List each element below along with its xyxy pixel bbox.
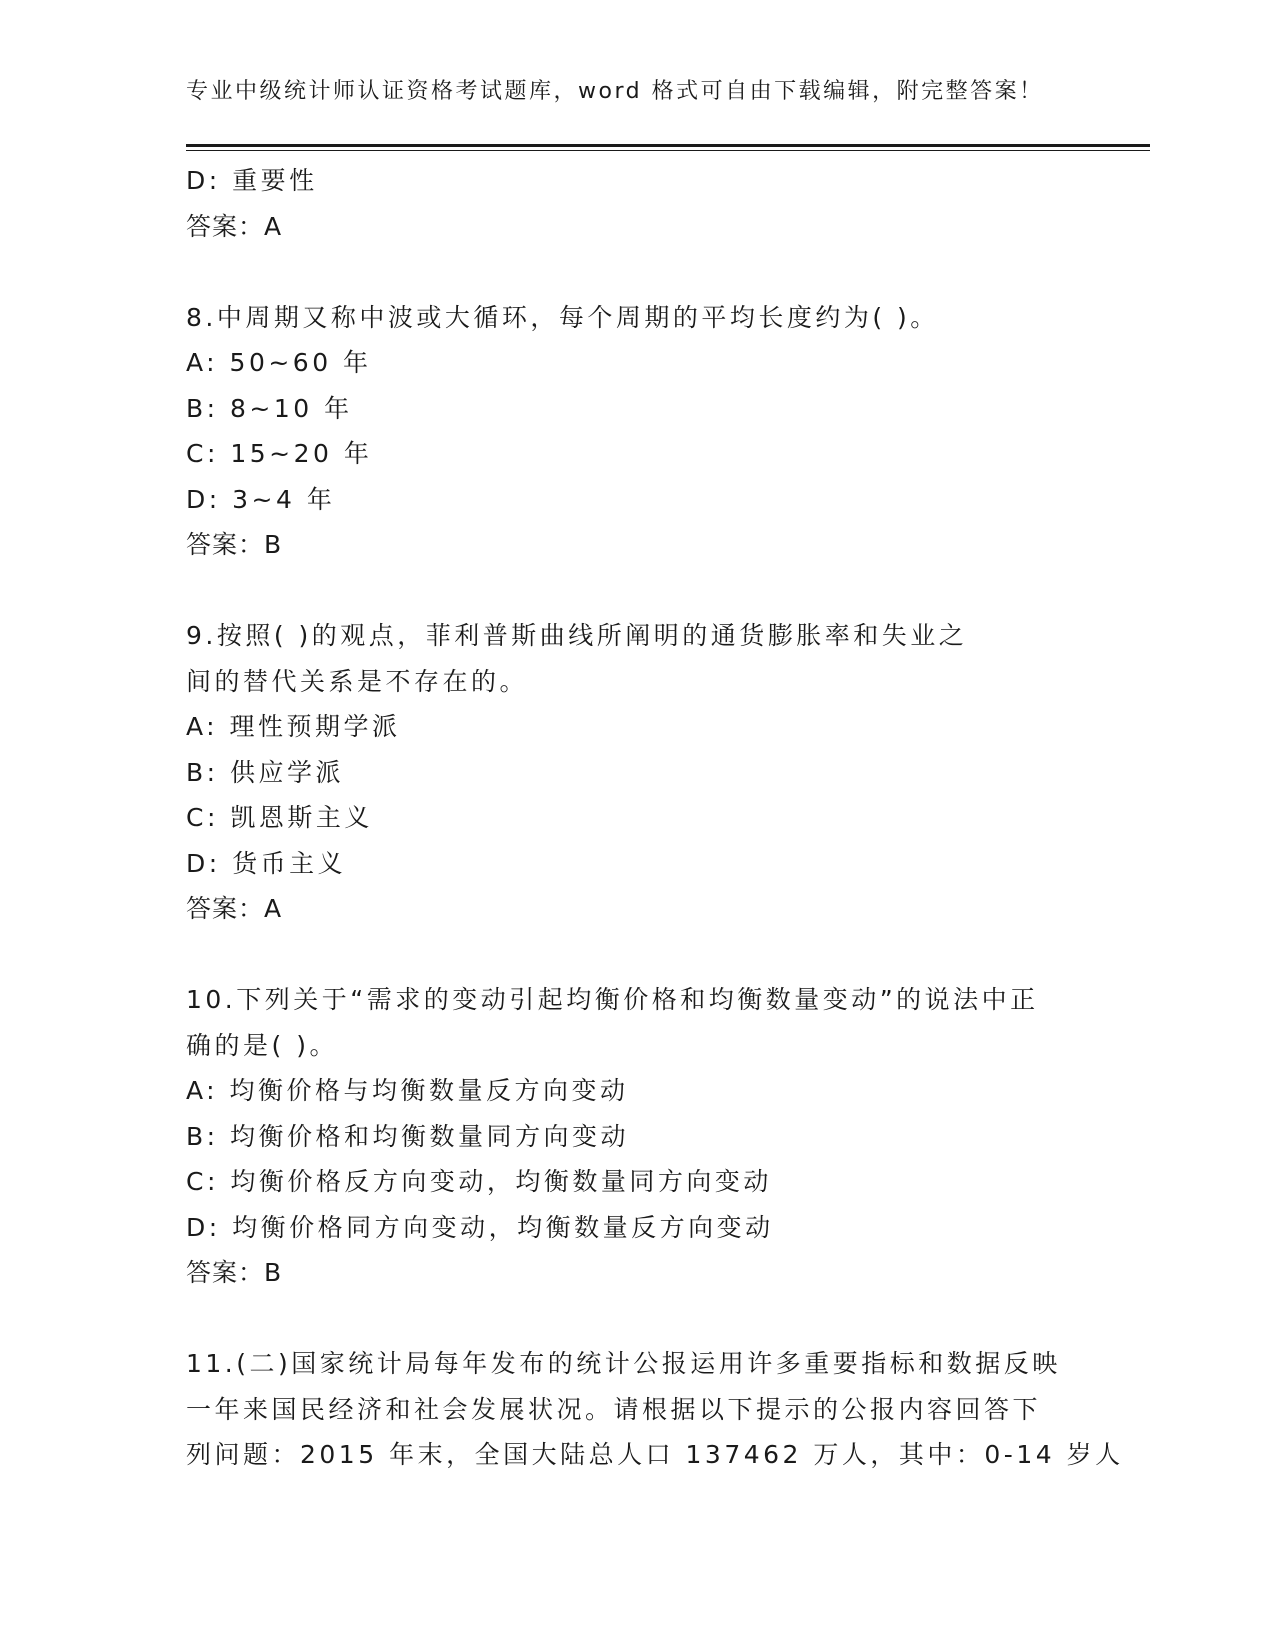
question-text-cont: 确的是( )。 — [186, 1030, 338, 1060]
prev-option-d: D: 重要性 — [186, 166, 318, 195]
option-d: D: 均衡价格同方向变动，均衡数量反方向变动 — [186, 1212, 774, 1242]
header-divider-thin — [186, 150, 1150, 151]
question-text-cont: 列问题：2015 年末，全国大陆总人口 137462 万人，其中：0-14 岁人 — [186, 1440, 1124, 1469]
question-10 — [186, 977, 1086, 1296]
question-text-cont: 一年来国民经济和社会发展状况。请根据以下提示的公报内容回答下 — [186, 1394, 1042, 1424]
question-9 — [186, 613, 1086, 932]
option-a: A: 均衡价格与均衡数量反方向变动 — [186, 1076, 629, 1105]
question-text: 11.(二)国家统计局每年发布的统计公报运用许多重要指标和数据反映 — [186, 1349, 1061, 1378]
question-text: 9.按照( )的观点，菲利普斯曲线所阐明的通货膨胀率和失业之 — [186, 621, 968, 650]
option-d: D: 货币主义 — [186, 848, 347, 878]
option-d: D: 3~4 年 — [186, 484, 336, 514]
page-header: 专业中级统计师认证资格考试题库，word 格式可自由下载编辑，附完整答案！ — [186, 79, 1044, 104]
option-c: C: 凯恩斯主义 — [186, 803, 373, 832]
spacer — [186, 249, 1086, 295]
prev-answer: 答案：A — [186, 211, 283, 241]
answer: 答案：A — [186, 894, 283, 923]
option-b: B: 8~10 年 — [186, 393, 353, 423]
answer: 答案：B — [186, 1258, 283, 1287]
spacer — [186, 1296, 1086, 1342]
option-c: C: 均衡价格反方向变动，均衡数量同方向变动 — [186, 1167, 772, 1196]
header-divider-thick — [186, 144, 1150, 147]
option-a: A: 50~60 年 — [186, 348, 372, 377]
option-b: B: 供应学派 — [186, 757, 345, 787]
question-body — [186, 158, 1124, 1478]
option-b: B: 均衡价格和均衡数量同方向变动 — [186, 1121, 630, 1151]
question-text: 8.中周期又称中波或大循环，每个周期的平均长度约为( )。 — [186, 302, 939, 332]
option-c: C: 15~20 年 — [186, 439, 373, 468]
option-a: A: 理性预期学派 — [186, 712, 401, 741]
question-text: 10.下列关于“需求的变动引起均衡价格和均衡数量变动”的说法中正 — [186, 985, 1039, 1014]
question-8 — [186, 295, 1086, 568]
spacer — [186, 568, 1086, 614]
question-text-cont: 间的替代关系是不存在的。 — [186, 666, 529, 696]
answer: 答案：B — [186, 530, 283, 559]
spacer — [186, 932, 1086, 978]
question-11 — [186, 1341, 1124, 1478]
